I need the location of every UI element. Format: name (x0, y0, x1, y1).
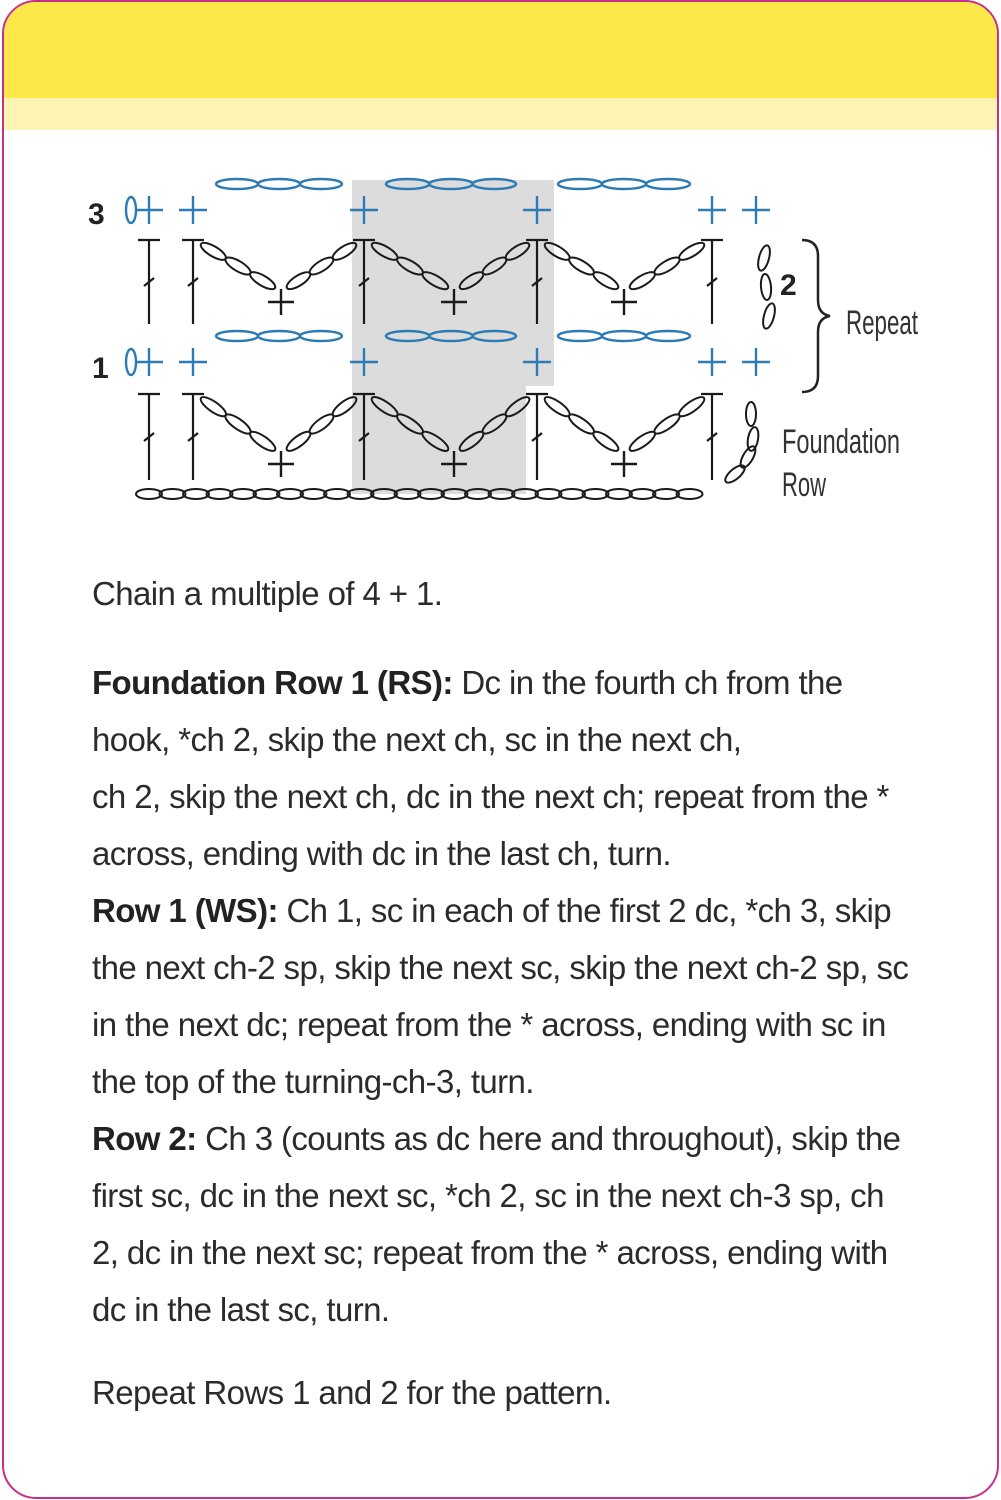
row-2-line: first sc, dc in the next sc, *ch 2, sc in the next ch-3 sp, ch (92, 1177, 884, 1214)
row-1-line: the top of the turning-ch-3, turn. (92, 1063, 534, 1100)
chain-stitch-icon (630, 489, 656, 499)
chain-stitch-icon (652, 411, 682, 437)
shade-rect (526, 332, 554, 386)
turning-chain-icon (746, 426, 760, 451)
row-2-title: Row 2: (92, 1120, 197, 1157)
chain-stitch-icon (307, 411, 336, 436)
chain-stitch-icon (183, 489, 209, 499)
chain-stitch-icon (676, 394, 706, 420)
chain-stitch-icon (567, 254, 596, 277)
row-2-line: 2, dc in the next sc; repeat from the * across, ending with (92, 1234, 888, 1271)
chain-stitch-icon (247, 429, 277, 455)
row-2-paragraph (92, 1110, 922, 1338)
chain-stitch-icon (216, 179, 258, 189)
chain-stitch-icon (301, 489, 327, 499)
row-1-line: in the next dc; repeat from the * across, ending with sc in (92, 1006, 886, 1043)
chain-stitch-icon (566, 411, 596, 436)
foundation-row-label-2: Row (782, 466, 827, 504)
stitch-diagram (4, 2, 997, 522)
repeat-label: Repeat (846, 304, 919, 342)
turning-chain-icon (126, 197, 136, 223)
chain-stitch-icon (558, 331, 602, 341)
chain-stitch-icon (248, 269, 278, 292)
chain-stitch-icon (198, 240, 228, 263)
chain-stitch-icon (277, 489, 303, 499)
chain-stitch-icon (216, 331, 258, 341)
chain-stitch-icon (583, 489, 609, 499)
chain-stitch-icon (300, 331, 342, 341)
repeat-shading (352, 180, 554, 494)
chain-stitch-icon (223, 254, 253, 277)
foundation-row-title: Foundation Row 1 (RS): (92, 664, 453, 701)
chain-stitch-icon (307, 254, 335, 277)
chain-stitch-icon (723, 462, 748, 485)
closing-text: Repeat Rows 1 and 2 for the pattern. (92, 1374, 612, 1411)
chain-stitch-icon (602, 179, 646, 189)
chain-stitch-icon (653, 489, 679, 499)
row-number-1: 1 (92, 352, 109, 385)
chain-stitch-icon (198, 394, 228, 420)
chain-stitch-icon (606, 489, 632, 499)
shade-rect (352, 180, 382, 332)
row-1-title: Row 1 (WS): (92, 892, 278, 929)
chain-stitch-icon (627, 269, 657, 292)
chain-stitch-icon (627, 429, 657, 455)
chain-stitch-icon (591, 269, 620, 292)
chain-stitch-icon (284, 429, 313, 454)
repeat-instruction (92, 1364, 922, 1421)
chain-stitch-icon (324, 489, 350, 499)
chain-stitch-icon (300, 179, 342, 189)
pattern-card (2, 0, 999, 1499)
shade-rect (382, 180, 554, 332)
foundation-row-line: Dc in the fourth ch from the (452, 664, 843, 701)
shade-rect (352, 332, 526, 494)
chain-stitch-icon (230, 489, 256, 499)
row-2-line: dc in the last sc, turn. (92, 1291, 390, 1328)
chain-stitch-icon (602, 331, 646, 341)
chain-stitch-icon (559, 489, 585, 499)
turning-chain-icon (746, 402, 756, 426)
row-instructions (92, 654, 922, 1338)
foundation-row-line: ch 2, skip the next ch, dc in the next ch; repeat from the * (92, 778, 889, 815)
chain-stitch-icon (558, 179, 602, 189)
chain-stitch-icon (258, 331, 300, 341)
chain-stitch-icon (258, 179, 300, 189)
chain-stitch-icon (160, 489, 186, 499)
turning-chain-icon (756, 244, 772, 272)
chain-stitch-icon (207, 489, 233, 499)
foundation-row-line: across, ending with dc in the last ch, turn. (92, 835, 671, 872)
chain-stitch-icon (136, 489, 162, 499)
chain-stitch-icon (677, 240, 707, 263)
chain-stitch-icon (646, 331, 690, 341)
chain-stitch-icon (284, 269, 312, 292)
foundation-row-label: Foundation (782, 423, 900, 461)
turning-chain-icon (761, 302, 777, 330)
chain-stitch-icon (646, 179, 690, 189)
chain-stitch-icon (677, 489, 703, 499)
row-2-line: Ch 3 (counts as dc here and throughout), skip the (196, 1120, 901, 1157)
chain-stitch-icon (652, 254, 682, 277)
turning-chain-icon (126, 349, 136, 375)
row-number-2: 2 (780, 269, 797, 302)
chain-stitch-icon (254, 489, 280, 499)
row-1-line: the next ch-2 sp, skip the next sc, skip the next ch-2 sp, sc (92, 949, 909, 986)
chain-stitch-icon (542, 394, 572, 419)
chain-stitch-icon (536, 489, 562, 499)
chain-instruction (92, 565, 922, 622)
intro-text: Chain a multiple of 4 + 1. (92, 575, 443, 612)
foundation-row-line: hook, *ch 2, skip the next ch, sc in the next ch, (92, 721, 742, 758)
turning-chain-icon (760, 274, 772, 301)
row-1-paragraph (92, 882, 922, 1110)
repeat-brace (802, 240, 830, 392)
chain-stitch-icon (223, 411, 253, 437)
row-number-3: 3 (88, 198, 105, 231)
row-1-line: Ch 1, sc in each of the first 2 dc, *ch 3, skip (277, 892, 892, 929)
chain-stitch-icon (591, 429, 621, 454)
foundation-row-paragraph (92, 654, 922, 882)
